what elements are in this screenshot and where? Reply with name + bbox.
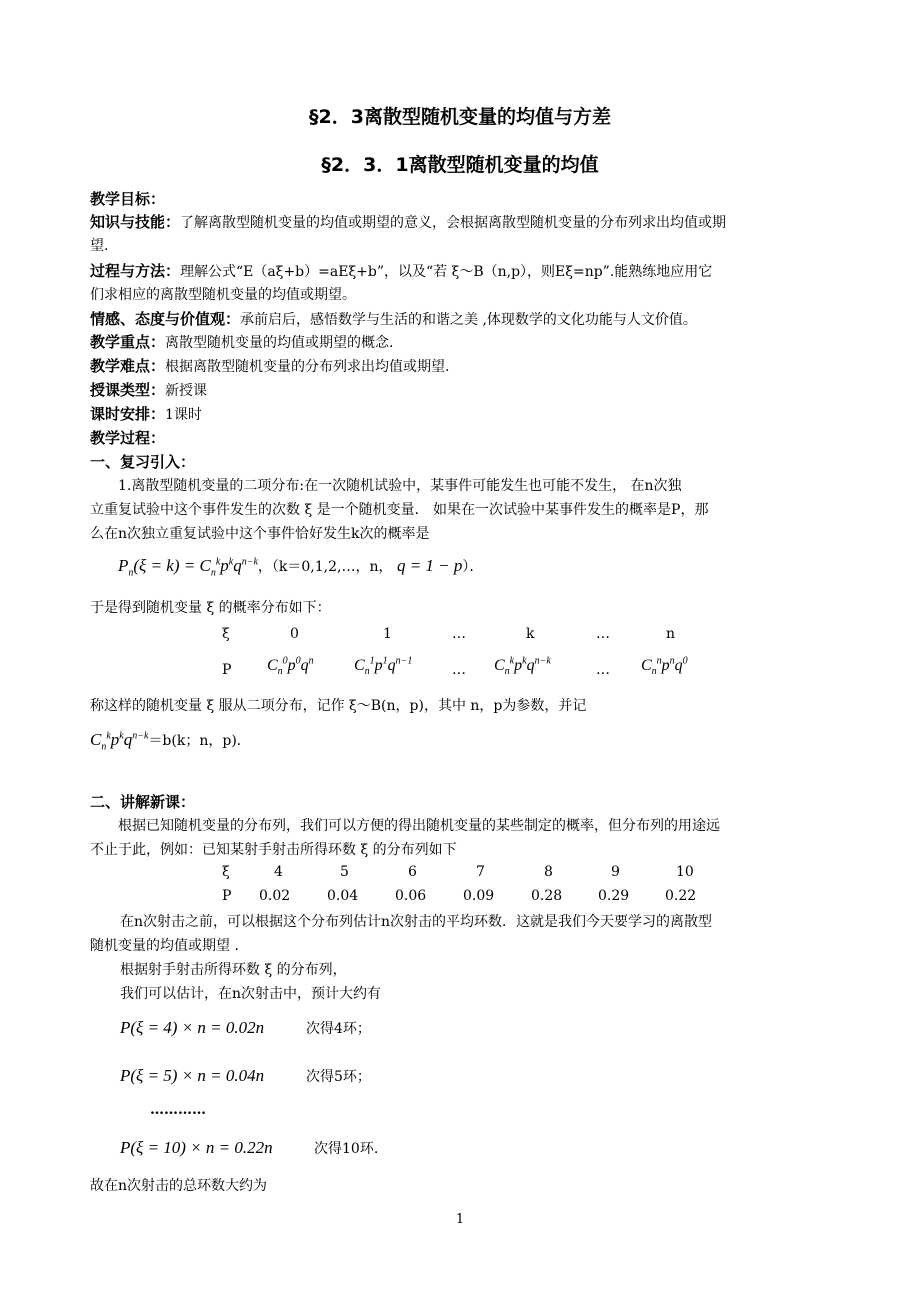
average-line-1: 在n次射击之前，可以根据这个分布列估计n次射击的平均环数．这就是我们今天要学习的离散型 — [120, 914, 713, 930]
shoot-xi-cell: 6 — [408, 864, 417, 880]
binom-p-ellipsis-1: … — [452, 662, 466, 678]
new-lesson-line-1: 根据已知随机变量的分布列，我们可以方便的得出随机变量的某些制定的概率，但分布列的用途远 — [118, 818, 720, 834]
knowledge-label: 知识与技能： — [90, 213, 181, 231]
knowledge-line — [90, 210, 835, 235]
shoot-xi-cell: 4 — [274, 864, 283, 880]
emotion-label: 情感、态度与价值观： — [90, 310, 241, 328]
binom-xi-label: ξ — [222, 626, 230, 642]
difficulty-line — [90, 354, 835, 379]
estimate-formula: P(ξ = 10) × n = 0.22n — [120, 1138, 273, 1157]
ellipsis-dots: ………… — [150, 1102, 206, 1118]
estimate-text: 次得4环； — [306, 1021, 371, 1037]
shoot-xi-cell: 7 — [476, 864, 485, 880]
knowledge-text-2: 望. — [90, 238, 109, 254]
shoot-p-cell: 0.22 — [665, 888, 697, 904]
estimate-line-1: 根据射手射击所得环数 ξ 的分布列， — [120, 962, 347, 978]
type-line — [90, 378, 835, 403]
review-line-3: 么在n次独立重复试验中这个事件恰好发生k次的概率是 — [90, 526, 430, 542]
difficulty-label: 教学难点： — [90, 357, 166, 375]
emotion-line — [90, 307, 835, 332]
shoot-p-cell: 0.09 — [463, 888, 495, 904]
estimate-line-2: 我们可以估计，在n次射击中，预计大约有 — [120, 986, 382, 1002]
estimate-text: 次得10环. — [314, 1141, 379, 1157]
binom-xi-1: 1 — [383, 626, 392, 642]
shoot-xi-cell: 5 — [340, 864, 349, 880]
binom-p-label: P — [222, 662, 232, 678]
formula-end: ）． — [462, 559, 484, 575]
binom-xi-ellipsis-1: … — [452, 626, 466, 642]
review-line-2: 立重复试验中这个事件发生的次数 ξ 是一个随机变量． 如果在一次试验中某事件发生的概率是P，那 — [90, 502, 709, 518]
total-rings-line: 故在n次射击的总环数大约为 — [90, 1178, 268, 1194]
objectives-heading: 教学目标： — [90, 190, 166, 208]
binom-p-n: $C_n^np^nq^0$ — [641, 655, 688, 678]
formula-q: q = 1 − p — [396, 556, 463, 575]
process-text-2: 们求相应的离散型随机变量的均值或期望。 — [90, 287, 356, 303]
type-label: 授课类型： — [90, 381, 166, 399]
binom-xi-k: k — [526, 626, 535, 642]
binom-p-1: $C_n^1p^1q^{n-1}$ — [354, 655, 413, 678]
key-text: 离散型随机变量的均值或期望的概念. — [165, 335, 394, 351]
emotion-text: 承前启后，感悟数学与生活的和谐之美 ,体现数学的文化功能与人文价值。 — [240, 312, 697, 328]
hours-label: 课时安排： — [90, 405, 166, 423]
type-text: 新授课 — [165, 383, 208, 399]
new-lesson-line-2: 不止于此，例如：已知某射手射击所得环数 ξ 的分布列如下 — [90, 842, 457, 858]
section1-heading: 一、复习引入： — [90, 453, 196, 471]
key-label: 教学重点： — [90, 333, 166, 351]
sub-title: §2．3．1离散型随机变量的均值 — [321, 154, 599, 176]
shoot-xi-cell: 8 — [544, 864, 553, 880]
estimate-row — [120, 1064, 865, 1089]
binom-xi-0: 0 — [290, 626, 299, 642]
binom-xi-n: n — [666, 626, 676, 642]
estimate-text: 次得5环； — [306, 1069, 371, 1085]
process-label: 过程与方法： — [90, 262, 181, 280]
section2-heading: 二、讲解新课： — [90, 793, 196, 811]
estimate-row — [120, 1016, 865, 1041]
shoot-xi-cell: 10 — [676, 864, 694, 880]
hours-line — [90, 402, 835, 427]
formula-tail: ，（k＝0,1,2,…，n， — [257, 559, 393, 575]
shoot-p-label: P — [222, 888, 232, 904]
binomial-formula: $P_n(\xi = k) = C_n^kp^kq^{n-k}$ — [118, 556, 258, 579]
estimate-formula: P(ξ = 5) × n = 0.04n — [120, 1066, 265, 1085]
main-title: §2．3离散型随机变量的均值与方差 — [309, 106, 611, 128]
binomial-def-line-2 — [90, 728, 835, 753]
knowledge-text-1: 了解离散型随机变量的均值或期望的意义，会根据离散型随机变量的分布列求出均值或期 — [180, 215, 727, 231]
process-text-1: 理解公式“E（aξ+b）=aEξ+b”，以及“若 ξ～B（n,p），则Eξ=np”.能熟练地应用它 — [180, 264, 713, 280]
binom-p-ellipsis-2: … — [596, 662, 610, 678]
binom-p-0: $C_n^0p^0q^n$ — [267, 655, 314, 678]
difficulty-text: 根据离散型随机变量的分布列求出均值或期望. — [165, 359, 450, 375]
shoot-p-cell: 0.28 — [531, 888, 563, 904]
estimate-row — [120, 1136, 865, 1161]
shoot-p-cell: 0.04 — [327, 888, 359, 904]
shoot-p-cell: 0.29 — [598, 888, 630, 904]
shoot-xi-cell: 9 — [611, 864, 620, 880]
process-heading: 教学过程： — [90, 429, 166, 447]
binom-term-formula: $C_n^kp^kq^{n-k}$ — [90, 730, 149, 753]
binom-xi-ellipsis-2: … — [596, 626, 610, 642]
estimate-formula: P(ξ = 4) × n = 0.02n — [120, 1018, 265, 1037]
binomial-def-text-2: ＝b(k；n，p)． — [148, 733, 251, 749]
key-line — [90, 330, 835, 355]
shoot-xi-label: ξ — [222, 864, 230, 880]
process-line — [90, 259, 835, 284]
hours-text: 1课时 — [165, 407, 202, 423]
shoot-p-cell: 0.02 — [259, 888, 291, 904]
review-line-1: 1.离散型随机变量的二项分布:在一次随机试验中，某事件可能发生也可能不发生， 在n次独 — [118, 478, 682, 494]
page-number: 1 — [455, 1212, 465, 1227]
binomial-formula-line — [118, 554, 863, 579]
distribution-intro: 于是得到随机变量 ξ 的概率分布如下： — [90, 600, 331, 616]
binom-p-k: $C_n^kp^kq^{n-k}$ — [494, 655, 551, 678]
shoot-p-cell: 0.06 — [395, 888, 427, 904]
binomial-def-line-1: 称这样的随机变量 ξ 服从二项分布，记作 ξ～B(n，p)，其中 n，p为参数，并记 — [90, 698, 587, 714]
average-line-2: 随机变量的均值或期望 . — [90, 938, 239, 954]
